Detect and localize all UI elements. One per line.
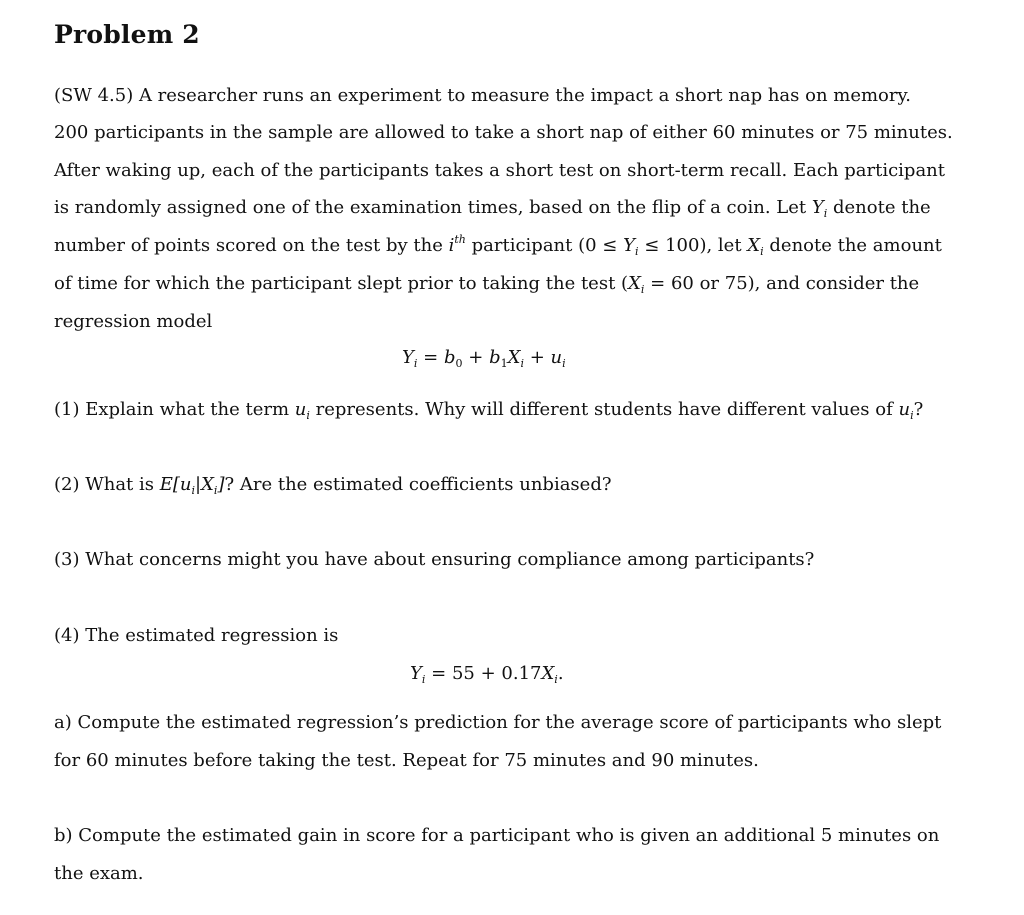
- intro-line-6: of time for which the participant slept prior to taking the test ($X_i = 60$ or 75), and consider the: [54, 273, 920, 296]
- question-3: (3) What concerns might you have about ensuring compliance among participants?: [54, 549, 815, 570]
- part-a-line-2: for 60 minutes before taking the test. Repeat for 75 minutes and 90 minutes.: [54, 750, 759, 771]
- intro-line-3: After waking up, each of the participants takes a short test on short-term recall. Each participant: [54, 160, 945, 181]
- part-b-line-2: the exam.: [54, 863, 144, 884]
- part-a-line-1: a) Compute the estimated regression’s prediction for the average score of participants who slept: [54, 712, 942, 733]
- question-1: (1) Explain what the term $u_i$ represents. Why will different students have different values of $u_i$?: [54, 399, 924, 422]
- part-b-line-1: b) Compute the estimated gain in score for a participant who is given an additional 5 minutes on: [54, 825, 940, 846]
- question-2: (2) What is $E[u_i|X_i]$? Are the estimated coefficients unbiased?: [54, 474, 612, 497]
- model-equation: $Y_i = b_0 + b_1X_i + u_i$: [402, 347, 566, 370]
- intro-line-1: (SW 4.5) A researcher runs an experiment to measure the impact a short nap has on memory.: [54, 85, 911, 106]
- question-4: (4) The estimated regression is: [54, 625, 339, 646]
- page-title: Problem 2: [54, 20, 200, 49]
- intro-line-4: is randomly assigned one of the examination times, based on the flip of a coin. Let $Y_i$ denote the: [54, 197, 931, 220]
- intro-line-2: 200 participants in the sample are allowed to take a short nap of either 60 minutes or 75 minutes.: [54, 122, 953, 143]
- estimated-equation: $Y_i = 55 + 0.17X_i$.: [410, 663, 564, 686]
- intro-line-7: regression model: [54, 311, 213, 332]
- intro-line-5: number of points scored on the test by the $i^{th}$ participant $(0 \le Y_i \le 100)$, let $X_i$ denote the amount: [54, 233, 942, 258]
